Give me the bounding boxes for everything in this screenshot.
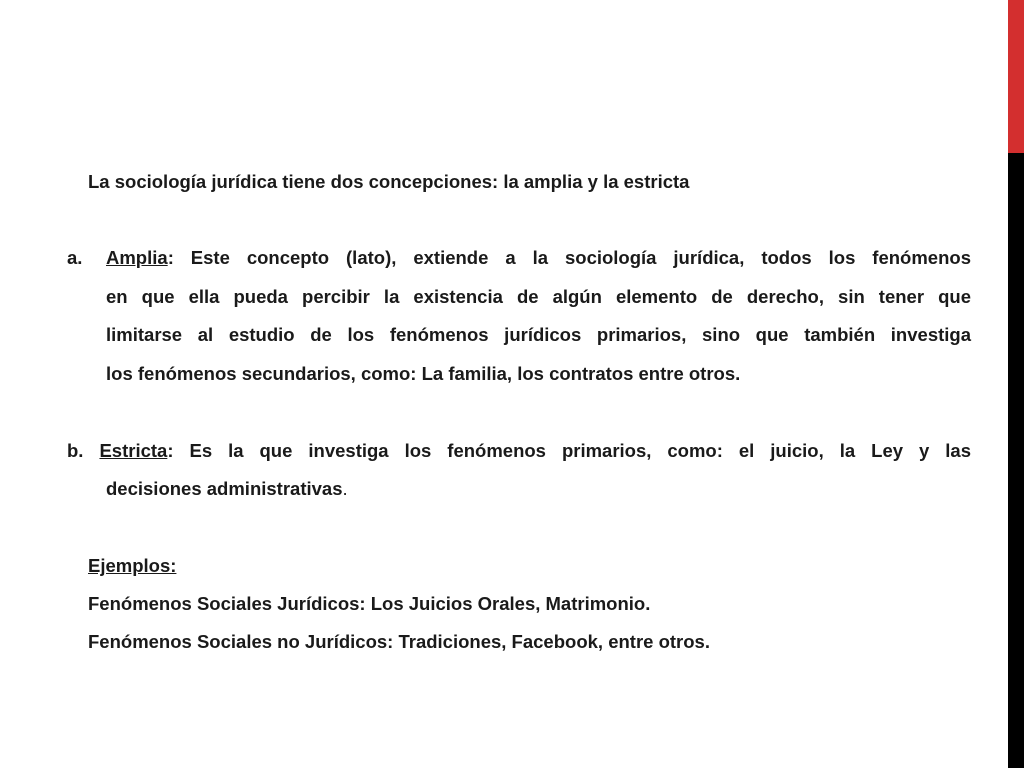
item-b-line-2-text: decisiones administrativas (106, 478, 343, 499)
item-b-marker: b. (67, 440, 84, 461)
item-a-line-1 (106, 246, 971, 270)
item-b-line-1 (67, 439, 971, 463)
item-a-line-1-text: : Este concepto (lato), extiende a la sociología jurídica, todos los fenómenos (167, 247, 971, 268)
examples-heading: Ejemplos: (88, 555, 177, 576)
item-a-line-2: en que ella pueda percibir la existencia de algún elemento de derecho, sin tener que (106, 286, 971, 307)
item-b-line-1-text: : Es la que investiga los fenómenos primarios, como: el juicio, la Ley y las (167, 440, 972, 461)
intro-text: La sociología jurídica tiene dos concepciones: la amplia y la estricta (88, 171, 690, 192)
item-a-marker: a. (67, 247, 83, 268)
item-b-line-2 (106, 477, 348, 501)
item-a-line-3: limitarse al estudio de los fenómenos jurídicos primarios, sino que también investiga (106, 324, 971, 345)
accent-bar-red (1008, 0, 1024, 153)
item-b-end-punct: . (342, 478, 348, 499)
item-b-term: Estricta (99, 440, 168, 461)
item-a-term: Amplia (106, 247, 168, 268)
accent-bar-black (1008, 153, 1024, 768)
examples-line-1: Fenómenos Sociales Jurídicos: Los Juicios Orales, Matrimonio. (88, 593, 651, 614)
item-a-line-4: los fenómenos secundarios, como: La familia, los contratos entre otros. (106, 363, 741, 384)
examples-line-2: Fenómenos Sociales no Jurídicos: Tradiciones, Facebook, entre otros. (88, 631, 710, 652)
